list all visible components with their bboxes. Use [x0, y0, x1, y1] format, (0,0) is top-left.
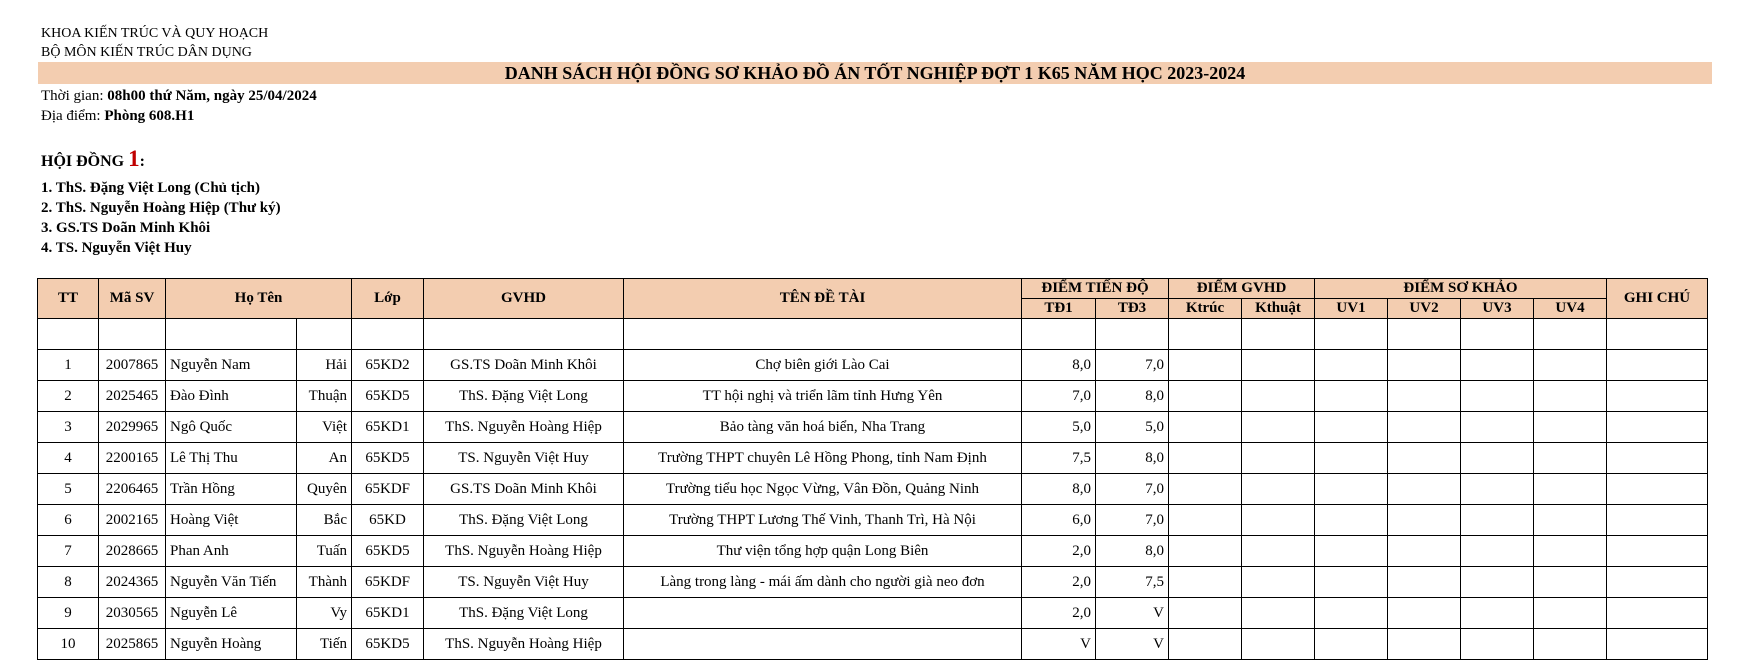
cell-detai: Trường tiểu học Ngọc Vừng, Vân Đồn, Quảng Ninh — [624, 474, 1022, 505]
header-uv2: UV2 — [1388, 299, 1461, 319]
cell-uv2 — [1388, 443, 1461, 474]
cell-detai: Làng trong làng - mái ấm dành cho người già neo đơn — [624, 567, 1022, 598]
cell-ghichu — [1607, 443, 1708, 474]
cell-kthuat — [1242, 567, 1315, 598]
cell-detai: Thư viện tổng hợp quận Long Biên — [624, 536, 1022, 567]
cell-ghichu — [1607, 381, 1708, 412]
table-row — [38, 443, 1708, 474]
cell-kthuat — [1242, 505, 1315, 536]
cell-lop: 65KD1 — [352, 598, 424, 629]
spacer-row — [38, 319, 1708, 350]
cell-uv1 — [1315, 474, 1388, 505]
header-gvhd: GVHD — [424, 279, 624, 319]
cell-td3: 8,0 — [1096, 536, 1169, 567]
table-row — [38, 567, 1708, 598]
cell-ten: Bắc — [297, 505, 352, 536]
cell-ghichu — [1607, 536, 1708, 567]
cell-masv: 2024365 — [99, 567, 166, 598]
cell-uv4 — [1534, 629, 1607, 660]
time-label: Thời gian: — [41, 88, 104, 104]
cell-td3: 5,0 — [1096, 412, 1169, 443]
cell-ten: An — [297, 443, 352, 474]
header-hoten: Họ Tên — [166, 279, 352, 319]
cell-uv1 — [1315, 505, 1388, 536]
cell-tt: 7 — [38, 536, 99, 567]
cell-ho: Nguyễn Nam — [166, 350, 297, 381]
cell-tt: 8 — [38, 567, 99, 598]
cell-ten: Vy — [297, 598, 352, 629]
cell-uv2 — [1388, 350, 1461, 381]
cell-uv3 — [1461, 443, 1534, 474]
table-body — [38, 319, 1708, 660]
cell-uv2 — [1388, 412, 1461, 443]
header-uv1: UV1 — [1315, 299, 1388, 319]
cell-ho: Lê Thị Thu — [166, 443, 297, 474]
cell-td3: 7,0 — [1096, 474, 1169, 505]
cell-tt: 6 — [38, 505, 99, 536]
cell-td3: V — [1096, 629, 1169, 660]
council-member: 4. TS. Nguyễn Việt Huy — [41, 240, 192, 256]
cell-ktruc — [1169, 567, 1242, 598]
header-kthuat: Kthuật — [1242, 299, 1315, 319]
cell-tt: 3 — [38, 412, 99, 443]
cell-uv4 — [1534, 474, 1607, 505]
cell-detai: Chợ biên giới Lào Cai — [624, 350, 1022, 381]
faculty-name: KHOA KIẾN TRÚC VÀ QUY HOẠCH — [41, 26, 269, 41]
cell-uv1 — [1315, 350, 1388, 381]
cell-uv1 — [1315, 629, 1388, 660]
cell-ktruc — [1169, 412, 1242, 443]
cell-uv3 — [1461, 567, 1534, 598]
cell-ktruc — [1169, 629, 1242, 660]
cell-ten: Tiến — [297, 629, 352, 660]
cell-tt: 9 — [38, 598, 99, 629]
cell-gvhd: TS. Nguyễn Việt Huy — [424, 567, 624, 598]
table-row — [38, 474, 1708, 505]
cell-td1: 2,0 — [1022, 567, 1096, 598]
meeting-time — [41, 87, 317, 105]
cell-td3: V — [1096, 598, 1169, 629]
table-row — [38, 536, 1708, 567]
cell-kthuat — [1242, 536, 1315, 567]
cell-gvhd: ThS. Nguyễn Hoàng Hiệp — [424, 412, 624, 443]
cell-uv4 — [1534, 350, 1607, 381]
cell-tt: 10 — [38, 629, 99, 660]
cell-uv4 — [1534, 443, 1607, 474]
cell-ten: Thành — [297, 567, 352, 598]
cell-ghichu — [1607, 629, 1708, 660]
cell-ho: Đào Đình — [166, 381, 297, 412]
cell-tt: 1 — [38, 350, 99, 381]
cell-uv2 — [1388, 474, 1461, 505]
cell-kthuat — [1242, 443, 1315, 474]
cell-ktruc — [1169, 536, 1242, 567]
council-number: 1 — [128, 146, 140, 171]
cell-td3: 8,0 — [1096, 381, 1169, 412]
cell-kthuat — [1242, 598, 1315, 629]
cell-ktruc — [1169, 474, 1242, 505]
cell-detai: Bảo tàng văn hoá biển, Nha Trang — [624, 412, 1022, 443]
cell-uv3 — [1461, 412, 1534, 443]
cell-detai — [624, 629, 1022, 660]
cell-ghichu — [1607, 350, 1708, 381]
cell-gvhd: ThS. Đặng Việt Long — [424, 505, 624, 536]
cell-gvhd: ThS. Đặng Việt Long — [424, 381, 624, 412]
cell-uv1 — [1315, 381, 1388, 412]
cell-tt: 5 — [38, 474, 99, 505]
cell-uv3 — [1461, 505, 1534, 536]
cell-ho: Nguyễn Văn Tiến — [166, 567, 297, 598]
cell-uv1 — [1315, 536, 1388, 567]
cell-uv1 — [1315, 443, 1388, 474]
cell-uv4 — [1534, 412, 1607, 443]
header-masv: Mã SV — [99, 279, 166, 319]
cell-td3: 8,0 — [1096, 443, 1169, 474]
cell-kthuat — [1242, 412, 1315, 443]
cell-ghichu — [1607, 412, 1708, 443]
cell-uv2 — [1388, 505, 1461, 536]
header-uv3: UV3 — [1461, 299, 1534, 319]
council-members — [41, 178, 281, 258]
cell-ktruc — [1169, 381, 1242, 412]
cell-lop: 65KD5 — [352, 536, 424, 567]
cell-kthuat — [1242, 381, 1315, 412]
cell-td3: 7,0 — [1096, 350, 1169, 381]
cell-uv4 — [1534, 505, 1607, 536]
table-row — [38, 350, 1708, 381]
place-label: Địa điểm: — [41, 108, 101, 124]
cell-ho: Nguyễn Hoàng — [166, 629, 297, 660]
council-member: 2. ThS. Nguyễn Hoàng Hiệp (Thư ký) — [41, 200, 281, 216]
cell-td1: 6,0 — [1022, 505, 1096, 536]
cell-uv2 — [1388, 536, 1461, 567]
cell-uv1 — [1315, 567, 1388, 598]
cell-gvhd: ThS. Đặng Việt Long — [424, 598, 624, 629]
cell-uv3 — [1461, 474, 1534, 505]
cell-ktruc — [1169, 598, 1242, 629]
cell-td1: 8,0 — [1022, 474, 1096, 505]
cell-td1: 2,0 — [1022, 598, 1096, 629]
table-row — [38, 629, 1708, 660]
cell-masv: 2025865 — [99, 629, 166, 660]
header-detai: TÊN ĐỀ TÀI — [624, 279, 1022, 319]
time-value: 08h00 thứ Năm, ngày 25/04/2024 — [103, 88, 317, 104]
cell-td1: 7,0 — [1022, 381, 1096, 412]
cell-ghichu — [1607, 567, 1708, 598]
cell-masv: 2007865 — [99, 350, 166, 381]
document-title: DANH SÁCH HỘI ĐỒNG SƠ KHẢO ĐỒ ÁN TỐT NGHIỆP ĐỢT 1 K65 NĂM HỌC 2023-2024 — [38, 62, 1712, 84]
cell-detai: TT hội nghị và triển lãm tỉnh Hưng Yên — [624, 381, 1022, 412]
cell-uv4 — [1534, 567, 1607, 598]
cell-uv3 — [1461, 381, 1534, 412]
cell-detai — [624, 598, 1022, 629]
cell-ghichu — [1607, 474, 1708, 505]
meeting-place — [41, 107, 194, 125]
cell-ten: Quyên — [297, 474, 352, 505]
table-row — [38, 381, 1708, 412]
cell-lop: 65KD1 — [352, 412, 424, 443]
cell-ktruc — [1169, 443, 1242, 474]
cell-ktruc — [1169, 505, 1242, 536]
department-name: BỘ MÔN KIẾN TRÚC DÂN DỤNG — [41, 45, 252, 60]
cell-gvhd: GS.TS Doãn Minh Khôi — [424, 474, 624, 505]
cell-lop: 65KD5 — [352, 381, 424, 412]
cell-td1: 8,0 — [1022, 350, 1096, 381]
cell-ho: Trần Hồng — [166, 474, 297, 505]
header-tt: TT — [38, 279, 99, 319]
header-diem-tien-do: ĐIỂM TIẾN ĐỘ — [1022, 279, 1169, 299]
cell-uv3 — [1461, 350, 1534, 381]
cell-ten: Hải — [297, 350, 352, 381]
cell-uv4 — [1534, 381, 1607, 412]
cell-td1: V — [1022, 629, 1096, 660]
cell-kthuat — [1242, 629, 1315, 660]
council-label: HỘI ĐỒNG — [41, 153, 129, 170]
table-row — [38, 598, 1708, 629]
header-diem-gvhd: ĐIỂM GVHD — [1169, 279, 1315, 299]
cell-uv4 — [1534, 598, 1607, 629]
header-td1: TĐ1 — [1022, 299, 1096, 319]
cell-masv: 2025465 — [99, 381, 166, 412]
header-diem-so-khao: ĐIỂM SƠ KHẢO — [1315, 279, 1607, 299]
cell-lop: 65KD5 — [352, 443, 424, 474]
cell-uv1 — [1315, 412, 1388, 443]
cell-ten: Thuận — [297, 381, 352, 412]
cell-ho: Nguyễn Lê — [166, 598, 297, 629]
grading-table — [37, 278, 1708, 660]
cell-lop: 65KD2 — [352, 350, 424, 381]
table-row — [38, 505, 1708, 536]
cell-ho: Ngô Quốc — [166, 412, 297, 443]
cell-uv3 — [1461, 598, 1534, 629]
cell-td1: 7,5 — [1022, 443, 1096, 474]
cell-uv1 — [1315, 598, 1388, 629]
cell-uv2 — [1388, 381, 1461, 412]
cell-lop: 65KDF — [352, 474, 424, 505]
council-member: 1. ThS. Đặng Việt Long (Chủ tịch) — [41, 180, 260, 196]
cell-td3: 7,0 — [1096, 505, 1169, 536]
cell-lop: 65KD5 — [352, 629, 424, 660]
cell-lop: 65KDF — [352, 567, 424, 598]
cell-masv: 2206465 — [99, 474, 166, 505]
cell-uv3 — [1461, 629, 1534, 660]
place-value: Phòng 608.H1 — [100, 108, 195, 124]
cell-td1: 5,0 — [1022, 412, 1096, 443]
cell-masv: 2029965 — [99, 412, 166, 443]
cell-gvhd: ThS. Nguyễn Hoàng Hiệp — [424, 629, 624, 660]
header-ghichu: GHI CHÚ — [1607, 279, 1708, 319]
cell-td3: 7,5 — [1096, 567, 1169, 598]
cell-uv2 — [1388, 629, 1461, 660]
cell-tt: 2 — [38, 381, 99, 412]
cell-ghichu — [1607, 505, 1708, 536]
cell-masv: 2200165 — [99, 443, 166, 474]
cell-ho: Hoàng Việt — [166, 505, 297, 536]
cell-gvhd: GS.TS Doãn Minh Khôi — [424, 350, 624, 381]
cell-detai: Trường THPT chuyên Lê Hồng Phong, tỉnh Nam Định — [624, 443, 1022, 474]
cell-ktruc — [1169, 350, 1242, 381]
cell-kthuat — [1242, 474, 1315, 505]
cell-masv: 2030565 — [99, 598, 166, 629]
header-td3: TĐ3 — [1096, 299, 1169, 319]
cell-ho: Phan Anh — [166, 536, 297, 567]
cell-ten: Việt — [297, 412, 352, 443]
table-row — [38, 412, 1708, 443]
council-heading — [41, 146, 145, 172]
cell-uv2 — [1388, 598, 1461, 629]
cell-ten: Tuấn — [297, 536, 352, 567]
cell-gvhd: TS. Nguyễn Việt Huy — [424, 443, 624, 474]
cell-uv4 — [1534, 536, 1607, 567]
cell-uv3 — [1461, 536, 1534, 567]
cell-masv: 2002165 — [99, 505, 166, 536]
cell-detai: Trường THPT Lương Thế Vinh, Thanh Trì, Hà Nội — [624, 505, 1022, 536]
header-ktruc: Ktrúc — [1169, 299, 1242, 319]
header-lop: Lớp — [352, 279, 424, 319]
cell-masv: 2028665 — [99, 536, 166, 567]
cell-lop: 65KD — [352, 505, 424, 536]
cell-gvhd: ThS. Nguyễn Hoàng Hiệp — [424, 536, 624, 567]
cell-ghichu — [1607, 598, 1708, 629]
council-member: 3. GS.TS Doãn Minh Khôi — [41, 220, 211, 236]
cell-td1: 2,0 — [1022, 536, 1096, 567]
cell-kthuat — [1242, 350, 1315, 381]
header-uv4: UV4 — [1534, 299, 1607, 319]
cell-tt: 4 — [38, 443, 99, 474]
cell-uv2 — [1388, 567, 1461, 598]
council-colon: : — [139, 153, 145, 170]
